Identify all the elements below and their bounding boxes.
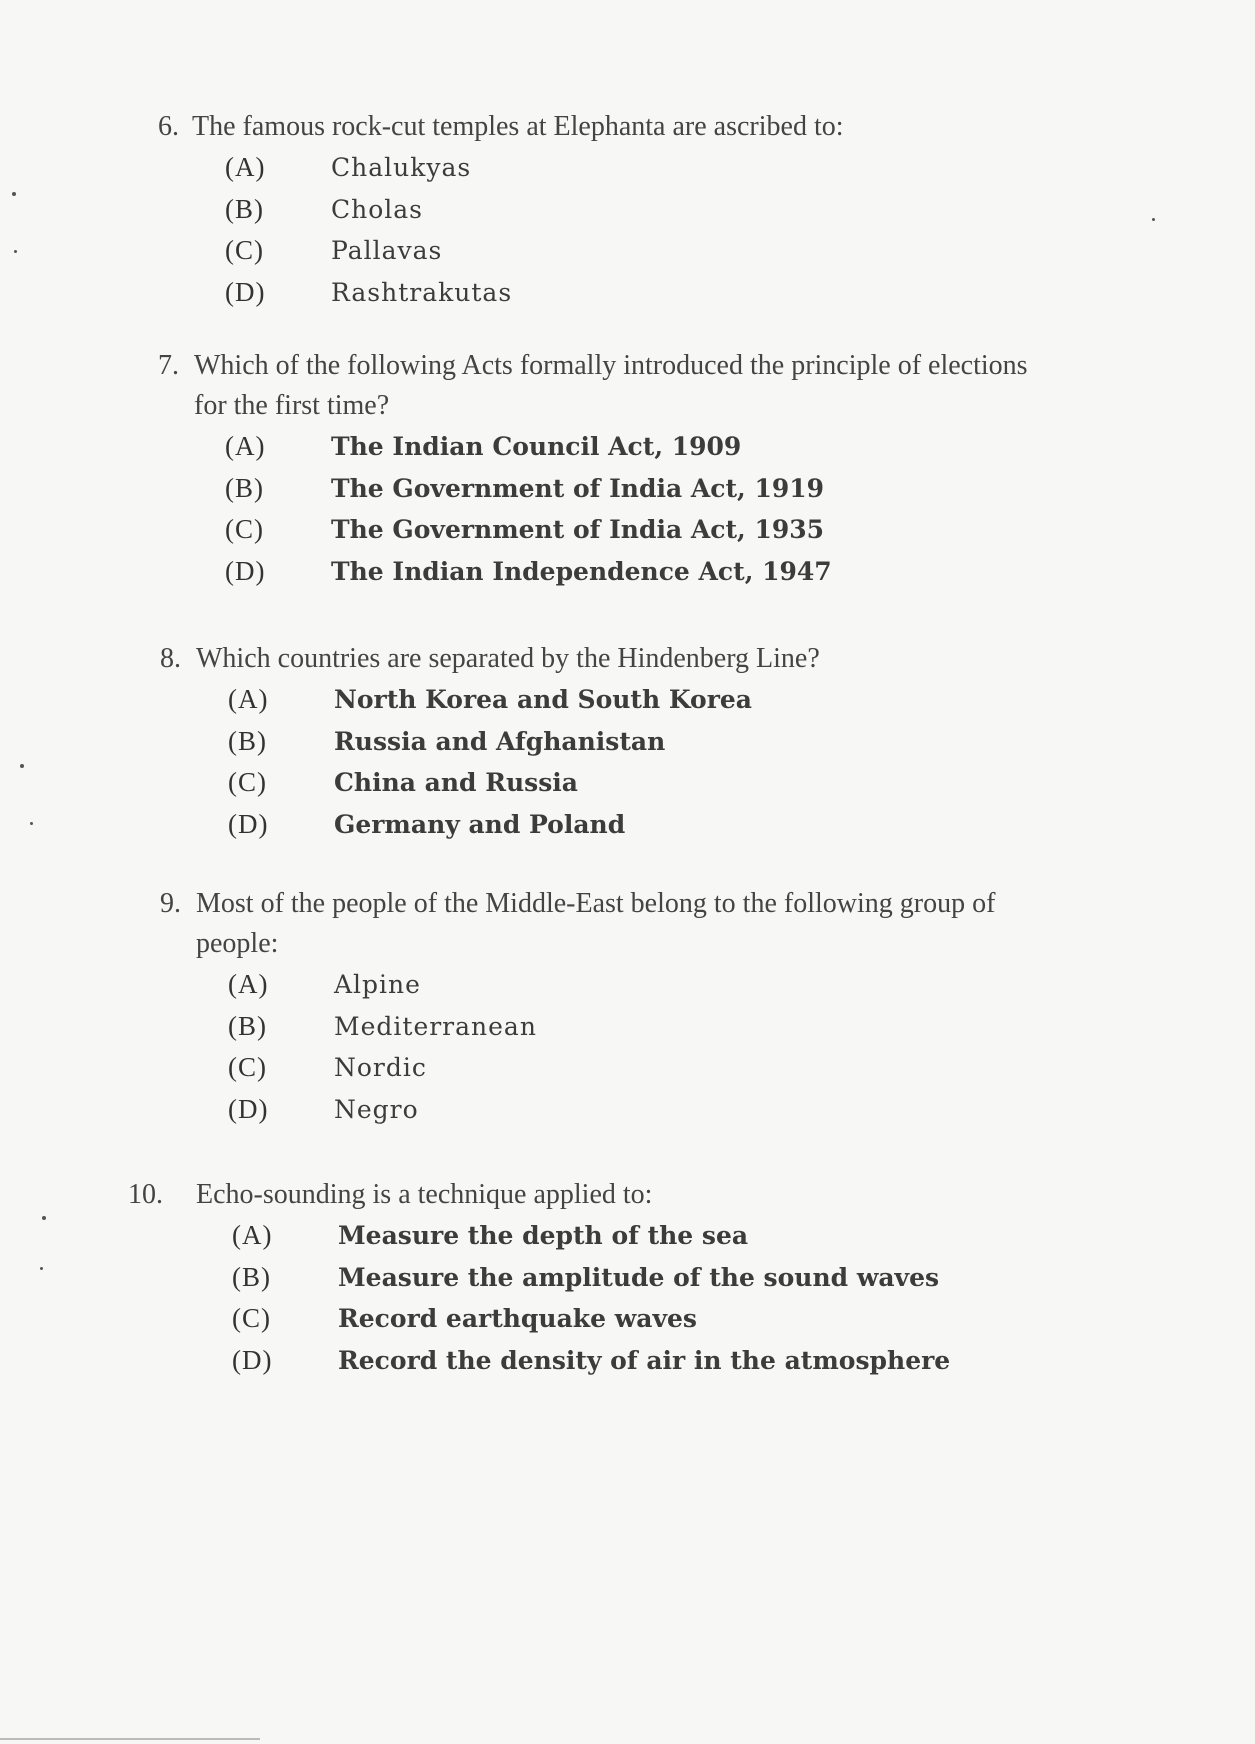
option-text: North Korea and South Korea <box>334 685 752 715</box>
question-stem <box>160 884 995 964</box>
option-a <box>225 426 1028 468</box>
question-text-line: Most of the people of the Middle-East belong to the following group of <box>196 888 996 919</box>
option-letter: (D) <box>225 555 266 586</box>
option-letter: (D) <box>228 808 269 839</box>
scan-speck <box>12 192 16 196</box>
option-text: Rashtrakutas <box>331 277 513 307</box>
option-d <box>228 1089 995 1131</box>
option-text: Cholas <box>331 194 424 224</box>
option-letter: (B) <box>228 1010 267 1041</box>
option-text: Measure the depth of the sea <box>338 1221 749 1251</box>
question-number: 10. <box>128 1179 163 1210</box>
option-a <box>225 147 844 189</box>
option-text: The Government of India Act, 1919 <box>331 473 825 503</box>
question-text <box>196 1175 652 1215</box>
scan-speck <box>20 764 24 768</box>
scan-speck <box>1152 218 1155 221</box>
question-text <box>194 346 1028 426</box>
scan-speck <box>30 822 33 825</box>
option-c <box>228 762 820 804</box>
question-text-line: for the first time? <box>194 390 390 421</box>
scan-speck <box>14 250 17 253</box>
question-text-line: Echo-sounding is a technique applied to: <box>196 1179 653 1210</box>
option-b <box>228 1006 995 1048</box>
option-c <box>228 1047 995 1089</box>
option-a <box>232 1215 950 1257</box>
option-text: The Indian Independence Act, 1947 <box>331 556 832 586</box>
option-letter: (B) <box>225 472 264 503</box>
question-number: 6. <box>158 111 179 142</box>
option-text: Russia and Afghanistan <box>334 726 666 756</box>
option-text: Alpine <box>334 970 421 1000</box>
question-7 <box>158 346 1028 592</box>
option-c <box>225 230 844 272</box>
question-text-line: The famous rock-cut temples at Elephanta are ascribed to: <box>192 111 844 142</box>
option-b <box>228 721 820 763</box>
option-list <box>228 964 995 1130</box>
option-text: Negro <box>334 1094 419 1124</box>
option-text: The Indian Council Act, 1909 <box>331 432 742 462</box>
option-text: Mediterranean <box>334 1011 537 1041</box>
question-text <box>196 639 820 679</box>
question-8 <box>160 639 820 845</box>
option-text: Measure the amplitude of the sound waves <box>338 1262 940 1292</box>
question-text-line: Which of the following Acts formally introduced the principle of elections <box>194 350 1028 381</box>
option-letter: (D) <box>232 1344 273 1375</box>
option-letter: (D) <box>225 276 266 307</box>
option-list <box>232 1215 950 1381</box>
option-b <box>225 468 1028 510</box>
question-10 <box>128 1175 950 1381</box>
scan-edge-line <box>0 1738 260 1740</box>
question-stem <box>128 1175 950 1215</box>
option-letter: (C) <box>232 1303 271 1334</box>
option-letter: (B) <box>228 725 267 756</box>
option-d <box>228 804 820 846</box>
option-letter: (A) <box>225 431 266 462</box>
option-letter: (A) <box>232 1220 273 1251</box>
option-text: Germany and Poland <box>334 809 626 839</box>
question-number: 8. <box>160 643 181 674</box>
option-d <box>232 1340 950 1382</box>
option-text: Pallavas <box>331 236 443 266</box>
scan-speck <box>40 1267 43 1270</box>
option-list <box>225 147 844 313</box>
option-text: Record earthquake waves <box>338 1304 697 1334</box>
question-number: 7. <box>158 350 179 381</box>
option-text: Record the density of air in the atmosphere <box>338 1345 951 1375</box>
question-text-line: people: <box>196 928 279 959</box>
option-b <box>232 1257 950 1299</box>
option-text: China and Russia <box>334 768 579 798</box>
scan-speck <box>42 1216 46 1220</box>
option-list <box>225 426 1028 592</box>
question-text <box>192 107 844 147</box>
question-text-line: Which countries are separated by the Hindenberg Line? <box>196 643 820 674</box>
option-letter: (B) <box>225 193 264 224</box>
option-letter: (B) <box>232 1261 271 1292</box>
question-stem <box>158 107 844 147</box>
option-c <box>232 1298 950 1340</box>
option-d <box>225 551 1028 593</box>
option-letter: (D) <box>228 1093 269 1124</box>
option-a <box>228 964 995 1006</box>
option-text: The Government of India Act, 1935 <box>331 515 825 545</box>
option-text: Chalukyas <box>331 153 472 183</box>
option-a <box>228 679 820 721</box>
option-b <box>225 189 844 231</box>
option-letter: (C) <box>225 514 264 545</box>
option-letter: (C) <box>225 235 264 266</box>
question-6 <box>158 107 844 313</box>
question-stem <box>160 639 820 679</box>
option-list <box>228 679 820 845</box>
option-c <box>225 509 1028 551</box>
question-number: 9. <box>160 888 181 919</box>
question-stem <box>158 346 1028 426</box>
option-text: Nordic <box>334 1053 427 1083</box>
option-d <box>225 272 844 314</box>
option-letter: (A) <box>228 684 269 715</box>
option-letter: (A) <box>225 152 266 183</box>
question-text <box>196 884 995 964</box>
option-letter: (C) <box>228 767 267 798</box>
option-letter: (A) <box>228 969 269 1000</box>
question-9 <box>160 884 995 1130</box>
option-letter: (C) <box>228 1052 267 1083</box>
